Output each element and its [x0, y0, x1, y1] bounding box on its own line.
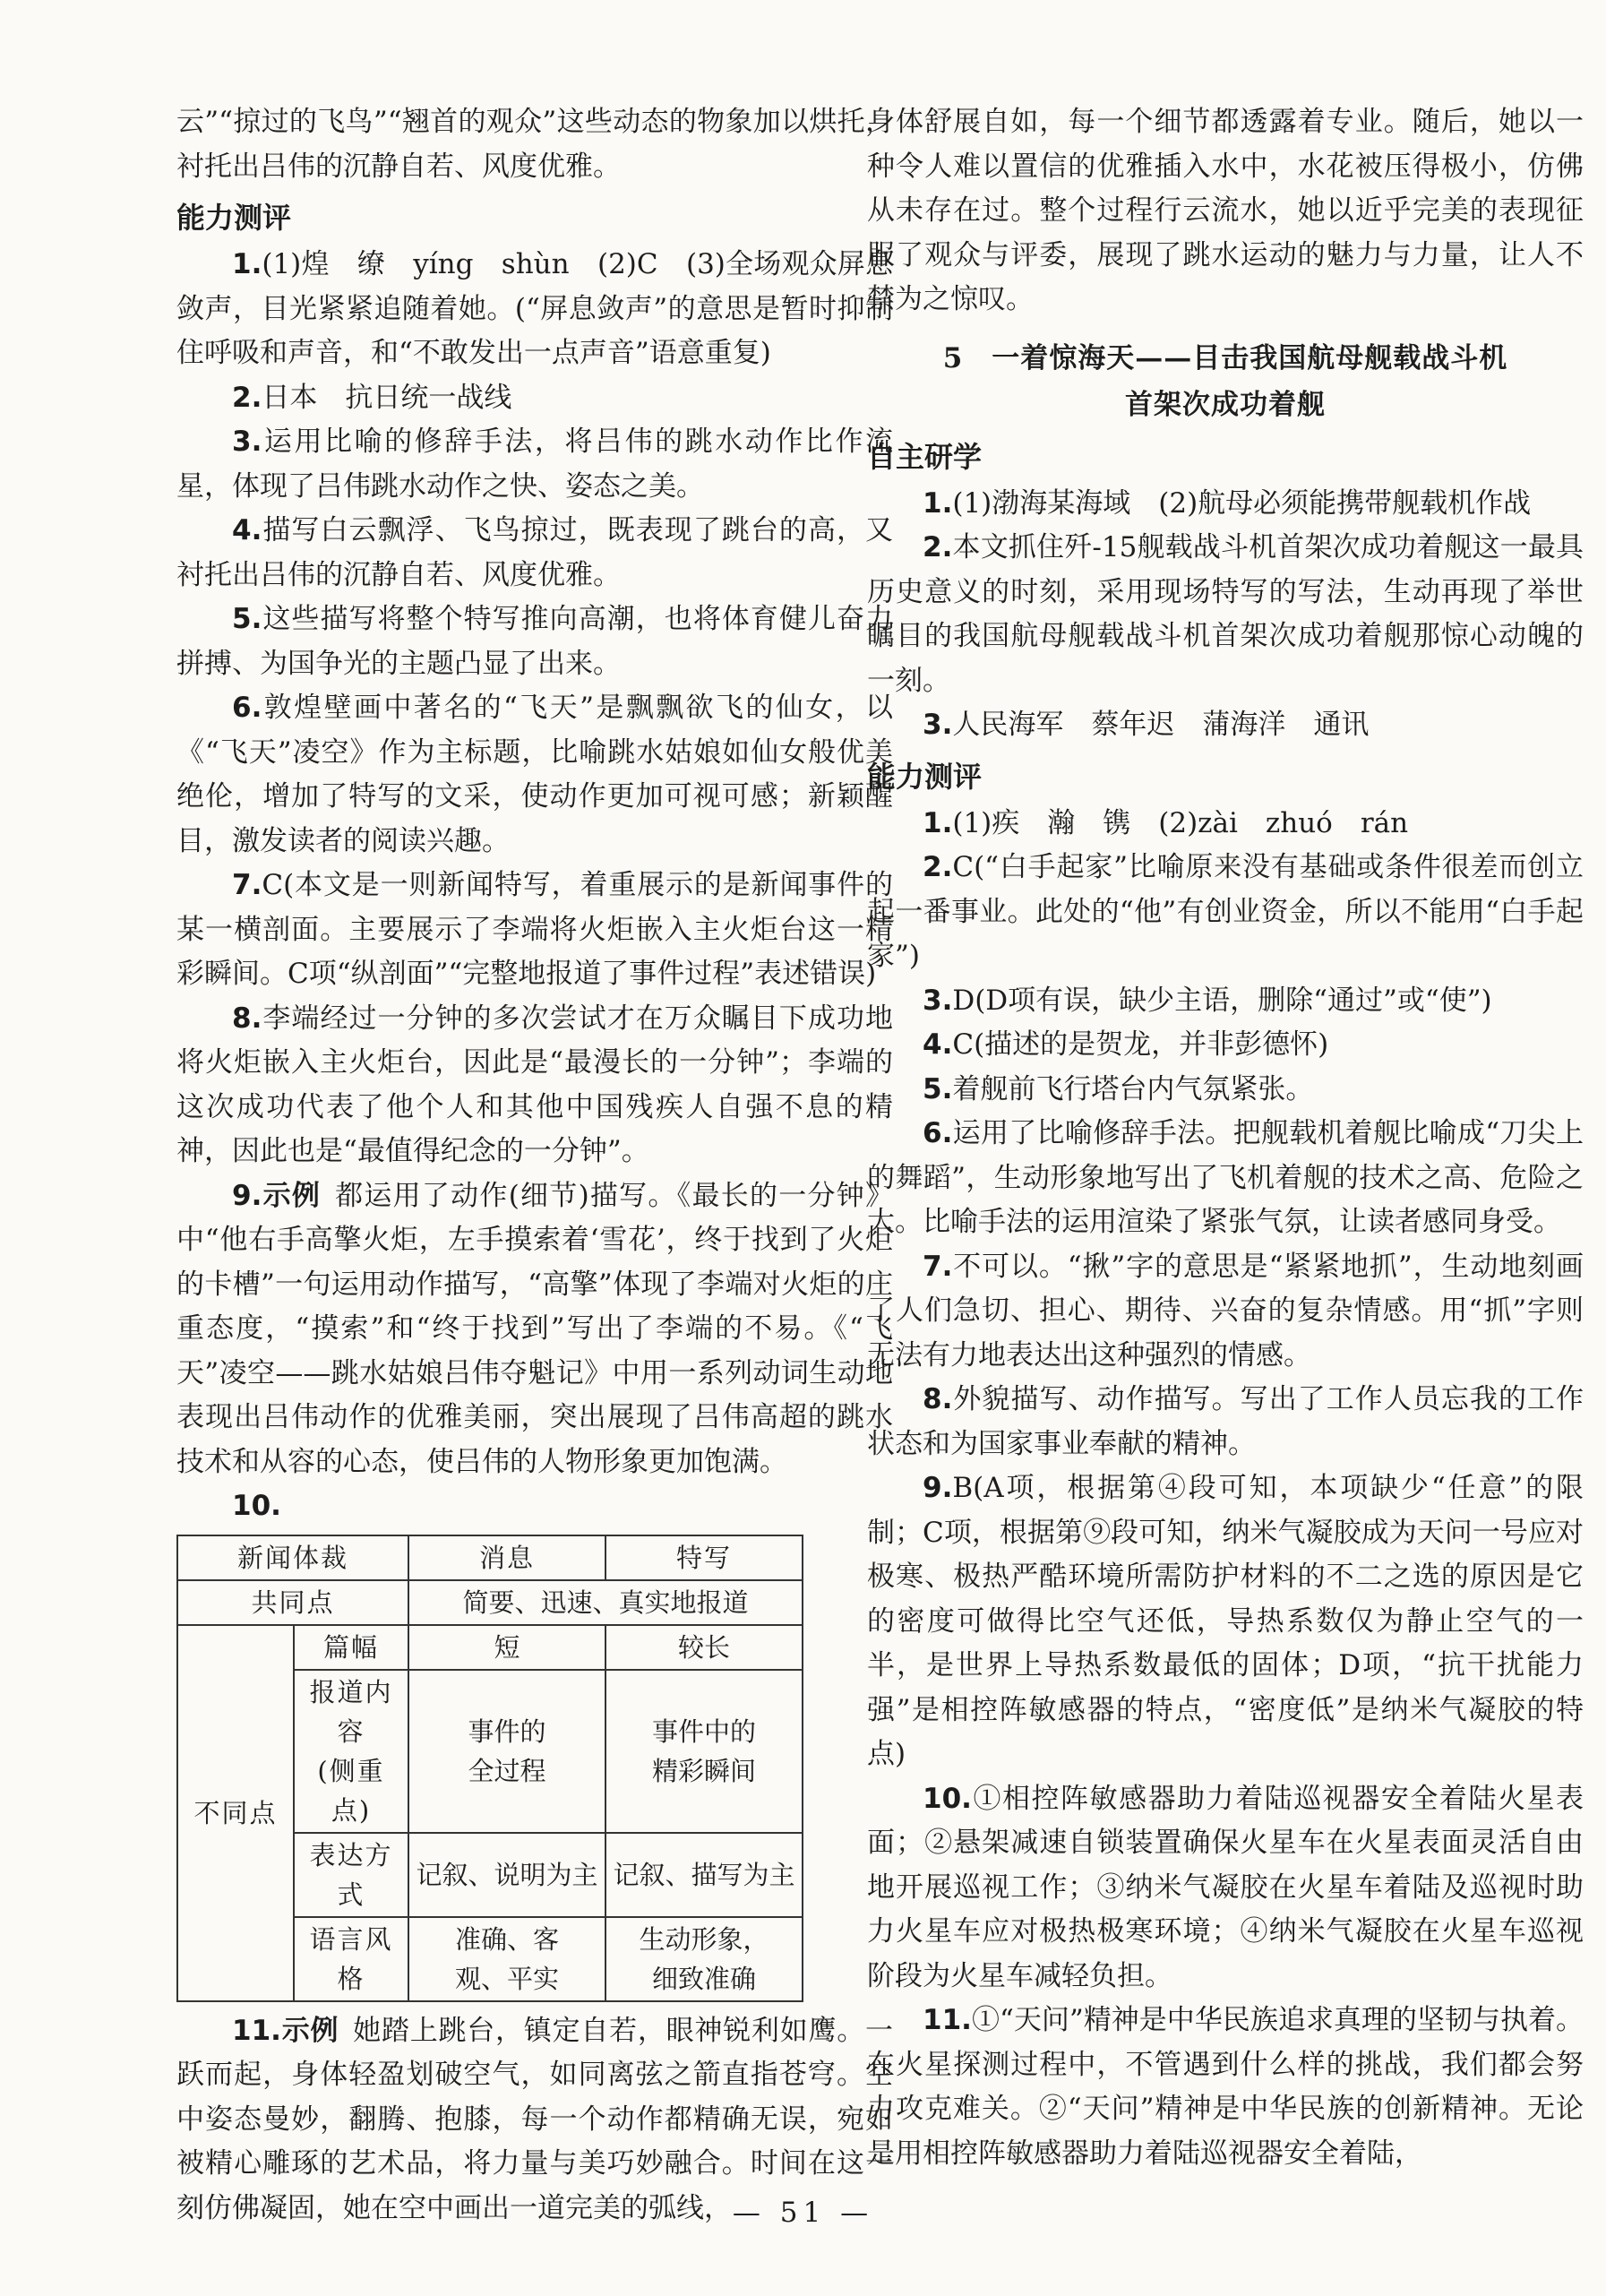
answer-text: 描写白云飘浮、飞鸟掠过，既表现了跳台的高，又衬托出吕伟的沉静自若、风度优雅。 — [176, 514, 893, 591]
cell-line: 全过程 — [468, 1755, 546, 1786]
answer-item — [176, 1174, 893, 1485]
answer-item — [867, 1466, 1584, 1777]
answer-number: 4. — [923, 1028, 953, 1061]
answer-item — [867, 802, 1584, 847]
table-cell — [605, 1917, 803, 2001]
answer-number: 4. — [232, 514, 262, 546]
answer-text: 她踏上跳台，镇定自若，眼神锐利如鹰。一跃而起，身体轻盈划破空气，如同离弦之箭直指苍穹。空中姿态曼妙，翻腾、抱膝，每一个动作都精确无误，宛如被精心雕琢的艺术品，将力量与美巧妙融合。时间在这一刻仿佛凝固，她在空中画出一道完美的弧线， — [176, 2014, 893, 2224]
cell-line: 事件的 — [468, 1716, 546, 1747]
table-cell — [408, 1917, 605, 2001]
table-cell: 篇幅 — [294, 1625, 408, 1670]
table-row — [177, 1535, 803, 1580]
answer-item — [867, 1378, 1584, 1466]
answer-number: 9. — [232, 1179, 262, 1212]
answer-text: 敦煌壁画中著名的“飞天”是飘飘欲飞的仙女，以《“飞天”凌空》作为主标题，比喻跳水姑娘如仙女般优美绝伦，增加了特写的文采，使动作更加可视可感；新颖醒目，激发读者的阅读兴趣。 — [176, 692, 893, 857]
answer-item — [176, 1484, 893, 1529]
table-cell: 短 — [408, 1625, 605, 1670]
example-label: 示例 — [262, 1179, 322, 1212]
answer-text: B(A项，根据第④段可知，本项缺少“任意”的限制；C项，根据第⑨段可知，纳米气凝胶成为天问一号应对极寒、极热严酷环境所需防护材料的不二之选的原因是它的密度可做得比空气还低，导热系数仅为静止空气的一半，是世界上导热系数最低的固体；D项，“抗干扰能力强”是相控阵敏感器的特点，“密度低”是纳米气凝胶的特点) — [867, 1472, 1584, 1770]
answer-text: 本文抓住歼-15舰载战斗机首架次成功着舰这一最具历史意义的时刻，采用现场特写的写法，生动再现了举世瞩目的我国航母舰载战斗机首架次成功着舰那惊心动魄的一刻。 — [867, 531, 1584, 697]
answer-number: 2. — [923, 851, 953, 883]
table-cell: 不同点 — [177, 1625, 294, 2001]
cell-line: 生动形象， — [639, 1923, 769, 1955]
answer-text: (1)疾 瀚 镌 (2)zài zhuó rán — [952, 806, 1409, 839]
answer-number: 9. — [923, 1472, 953, 1504]
answer-item — [867, 482, 1584, 527]
chapter-title-line: 首架次成功着舰 — [1125, 388, 1326, 421]
answer-text: (1)煌 缭 yíng shùn (2)C (3)全场观众屏息敛声，目光紧紧追随着她。(“屏息敛声”的意思是暂时抑制住呼吸和声音，和“不敢发出一点声音”语意重复) — [176, 248, 893, 369]
answer-item — [176, 997, 893, 1174]
answer-number: 3. — [923, 709, 953, 741]
answer-text: 运用了比喻修辞手法。把舰载机着舰比喻成“刀尖上的舞蹈”，生动形象地写出了飞机着舰的技术之高、危险之大。比喻手法的运用渲染了紧张气氛，让读者感同身受。 — [867, 1117, 1584, 1238]
answer-text: 人民海军 蔡年迟 蒲海洋 通讯 — [952, 709, 1370, 741]
cell-line: 观、平实 — [454, 1963, 559, 1994]
answer-item — [176, 509, 893, 598]
answer-number: 10. — [923, 1782, 972, 1815]
answer-text: 这些描写将整个特写推向高潮，也将体育健儿奋力拼搏、为国争光的主题凸显了出来。 — [176, 603, 893, 680]
answer-item — [867, 1068, 1584, 1113]
answer-text: ①“天问”精神是中华民族追求真理的坚韧与执着。在火星探测过程中，不管遇到什么样的挑战，我们都会努力攻克难关。②“天问”精神是中华民族的创新精神。无论是用相控阵敏感器助力着陆巡视器安全着陆， — [867, 2004, 1584, 2170]
left-column — [176, 100, 893, 2231]
answer-number: 8. — [923, 1383, 953, 1415]
answer-text: 都运用了动作(细节)描写。《最长的一分钟》中“他右手高擎火炬，左手摸索着‘雪花’，终于找到了火炬的卡槽”一句运用动作描写，“高擎”体现了李端对火炬的庄重态度，“摸索”和“终于找到”写出了李端的不易。《“飞天”凌空——跳水姑娘吕伟夺魁记》中用一系列动词生动地表现出吕伟动作的优雅美丽，突出展现了吕伟高超的跳水技术和从容的心态，使吕伟的人物形象更加饱满。 — [176, 1179, 894, 1478]
cell-line: 报道内容 — [309, 1676, 393, 1747]
chapter-title — [867, 335, 1584, 428]
answer-text: C(描述的是贺龙，并非彭德怀) — [952, 1028, 1329, 1061]
answer-item — [176, 686, 893, 864]
table-row — [177, 1580, 803, 1625]
answer-item — [867, 703, 1584, 748]
answer-number: 6. — [232, 692, 262, 724]
answer-text: 不可以。“揪”字的意思是“紧紧地抓”，生动地刻画了人们急切、担心、期待、兴奋的复杂情感。用“抓”字则无法有力地表达出这种强烈的情感。 — [867, 1250, 1584, 1372]
answer-text: 外貌描写、动作描写。写出了工作人员忘我的工作状态和为国家事业奉献的精神。 — [867, 1383, 1584, 1460]
answer-text: 运用比喻的修辞手法，将吕伟的跳水动作比作流星，体现了吕伟跳水动作之快、姿态之美。 — [176, 426, 893, 503]
table-cell: 简要、迅速、真实地报道 — [408, 1580, 803, 1625]
answer-number: 2. — [232, 381, 262, 414]
answer-text: C(本文是一则新闻特写，着重展示的是新闻事件的某一横剖面。主要展示了李端将火炬嵌入主火炬台这一精彩瞬间。C项“纵剖面”“完整地报道了事件过程”表述错误) — [176, 869, 893, 990]
answer-item — [867, 1245, 1584, 1379]
continued-paragraph: 身体舒展自如，每一个细节都透露着专业。随后，她以一种令人难以置信的优雅插入水中，水花被压得极小，仿佛从未存在过。整个过程行云流水，她以近乎完美的表现征服了观众与评委，展现了跳水运动的魅力与力量，让人不禁为之惊叹。 — [867, 106, 1584, 315]
cell-line: 精彩瞬间 — [651, 1755, 756, 1786]
answer-number: 7. — [923, 1250, 953, 1283]
answer-number: 2. — [923, 531, 953, 563]
answer-item — [867, 1999, 1584, 2176]
table-cell: 特写 — [605, 1535, 803, 1580]
answer-item — [867, 1777, 1584, 1999]
answer-number: 7. — [232, 869, 262, 901]
answer-item — [176, 864, 893, 997]
table-cell: 新闻体裁 — [177, 1535, 408, 1580]
answer-text: D(D项有误，缺少主语，删除“通过”或“使”) — [952, 984, 1492, 1017]
answer-item — [867, 979, 1584, 1024]
answer-number: 8. — [232, 1002, 262, 1035]
table-cell: 记叙、说明为主 — [408, 1833, 605, 1917]
answer-text: (1)渤海某海域 (2)航母必须能携带舰载机作战 — [952, 486, 1532, 520]
answer-item — [176, 598, 893, 686]
answer-item — [867, 846, 1584, 979]
page-number-text: — 51 — — [732, 2197, 874, 2229]
answer-text: ①相控阵敏感器助力着陆巡视器安全着陆火星表面；②悬架减速自锁装置确保火星车在火星表面灵活自由地开展巡视工作；③纳米气凝胶在火星车着陆及巡视时助力火星车应对极热极寒环境；④纳米气凝胶在火星车巡视阶段为火星车减轻负担。 — [867, 1782, 1584, 1992]
answer-item — [176, 243, 893, 376]
section-heading-self-study: 自主研学 — [867, 439, 983, 474]
answer-number: 6. — [923, 1117, 953, 1149]
answer-number: 3. — [923, 984, 953, 1017]
cell-line: 细致准确 — [651, 1963, 756, 1994]
table-row — [177, 1625, 803, 1670]
answer-item — [867, 1023, 1584, 1068]
table-cell — [605, 1670, 803, 1833]
comparison-table — [176, 1535, 803, 2002]
table-cell — [408, 1670, 605, 1833]
answer-item — [867, 1112, 1584, 1245]
cell-line: 准确、客 — [454, 1923, 559, 1955]
answer-number: 11. — [923, 2004, 972, 2036]
table-cell: 记叙、描写为主 — [605, 1833, 803, 1917]
answer-text: C(“白手起家”比喻原来没有基础或条件很差而创立起一番事业。此处的“他”有创业资金，所以不能用“白手起家”) — [867, 851, 1584, 972]
answer-text: 着舰前飞行塔台内气氛紧张。 — [952, 1072, 1314, 1105]
answer-number: 1. — [923, 806, 953, 839]
answer-number: 1. — [232, 248, 262, 280]
chapter-title-line: 5 一着惊海天——目击我国航母舰载战斗机 — [942, 341, 1508, 374]
section-heading-ability: 能力测评 — [867, 759, 983, 794]
answer-number: 5. — [923, 1072, 953, 1105]
answer-number: 10. — [232, 1490, 281, 1522]
table-cell: 消息 — [408, 1535, 605, 1580]
answer-number: 11. — [232, 2014, 281, 2047]
example-label: 示例 — [280, 2014, 339, 2047]
answer-text: 日本 抗日统一战线 — [262, 381, 512, 414]
cell-line: (侧重点) — [317, 1755, 385, 1826]
intro-paragraph: 云”“掠过的飞鸟”“翘首的观众”这些动态的物象加以烘托，衬托出吕伟的沉静自若、风度优雅。 — [176, 106, 893, 183]
answer-item — [176, 376, 893, 421]
table-cell: 语言风格 — [294, 1917, 408, 2001]
answer-text: 李端经过一分钟的多次尝试才在万众瞩目下成功地将火炬嵌入主火炬台，因此是“最漫长的一分钟”；李端的这次成功代表了他个人和其他中国残疾人自强不息的精神，因此也是“最值得纪念的一分钟”。 — [176, 1002, 893, 1167]
answer-number: 3. — [232, 426, 262, 458]
cell-line: 事件中的 — [651, 1716, 756, 1747]
answer-number: 5. — [232, 603, 262, 635]
answer-item — [176, 420, 893, 509]
table-cell — [294, 1670, 408, 1833]
table-cell: 表达方式 — [294, 1833, 408, 1917]
section-heading-ability: 能力测评 — [176, 201, 292, 235]
table-cell: 共同点 — [177, 1580, 408, 1625]
right-column — [867, 100, 1584, 2176]
answer-item — [867, 526, 1584, 703]
table-cell: 较长 — [605, 1625, 803, 1670]
answer-number: 1. — [923, 486, 953, 520]
page-number — [0, 2197, 1606, 2229]
